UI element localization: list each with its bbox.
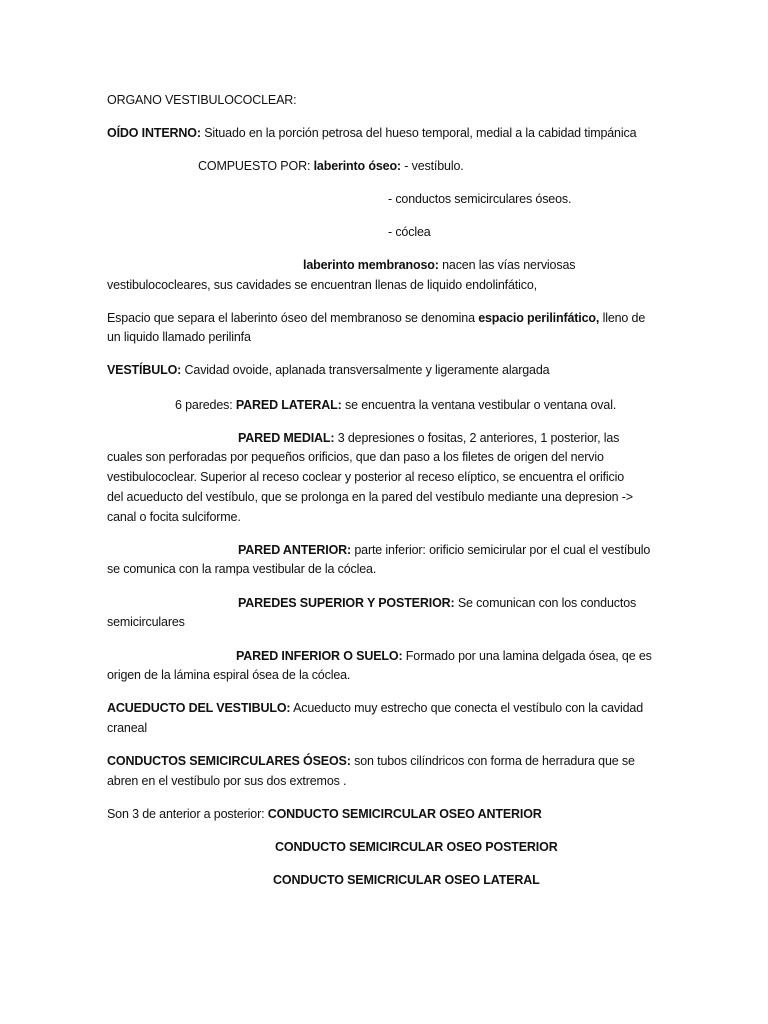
- pared-lateral-line: [175, 397, 616, 413]
- pared-medial-text-1: 3 depresiones o fositas, 2 anteriores, 1 posterior, las: [334, 431, 620, 445]
- espacio-text-c: lleno de: [599, 311, 646, 325]
- conducto-lateral: CONDUCTO SEMICRICULAR OSEO LATERAL: [273, 873, 540, 887]
- pared-medial-line-3: [107, 469, 624, 485]
- pared-medial-text-2: cuales son perforadas por pequeños orificios, que dan paso a los filetes de origen del nervio: [107, 450, 604, 464]
- pared-medial-line-1: [238, 430, 619, 446]
- conductos-text-1: son tubos cilíndricos con forma de herradura que se: [350, 754, 635, 768]
- son-tres-intro: Son 3 de anterior a posterior:: [107, 807, 265, 821]
- son-tres-line: [107, 806, 542, 822]
- pared-medial-text-4: del acueducto del vestíbulo, que se prolonga en la pared del vestíbulo mediante una depresion ->: [107, 490, 633, 504]
- title-text: ORGANO VESTIBULOCOCLEAR:: [107, 93, 297, 107]
- seis-paredes-intro: 6 paredes:: [175, 398, 233, 412]
- oido-interno-line: [107, 125, 636, 141]
- pared-medial-label: PARED MEDIAL:: [238, 431, 335, 445]
- paredes-superior-posterior-text-2: semicirculares: [107, 615, 185, 629]
- acueducto-label: ACUEDUCTO DEL VESTIBULO:: [107, 701, 291, 715]
- espacio-line-1: [107, 310, 645, 326]
- pared-inferior-text-1: Formado por una lamina delgada ósea, qe es: [402, 649, 652, 663]
- compuesto-line: [198, 158, 464, 174]
- conductos-line-1: [107, 753, 635, 769]
- vestibulo-item: - vestíbulo.: [400, 159, 464, 173]
- pared-lateral-label: PARED LATERAL:: [232, 398, 342, 412]
- paredes-superior-posterior-line-1: [238, 595, 636, 611]
- pared-medial-text-3: vestibulococlear. Superior al receso coclear y posterior al receso elíptico, se encuentra el orificio: [107, 470, 625, 484]
- acueducto-line-2: [107, 720, 147, 736]
- pared-medial-line-2: [107, 449, 604, 465]
- espacio-text-2: un liquido llamado perilinfa: [107, 330, 251, 344]
- conducto-lateral-line: [273, 872, 540, 888]
- membranoso-line-2: [107, 277, 537, 293]
- membranoso-text-1: nacen las vías nerviosas: [438, 258, 576, 272]
- espacio-line-2: [107, 329, 251, 345]
- laberinto-oseo-term: laberinto óseo:: [310, 159, 401, 173]
- conductos-label: CONDUCTOS SEMICIRCULARES ÓSEOS:: [107, 754, 351, 768]
- pared-anterior-line-1: [238, 542, 650, 558]
- pared-inferior-line-2: [107, 667, 350, 683]
- document-title: [107, 92, 297, 108]
- espacio-perilinfatico-term: espacio perilinfático,: [474, 311, 600, 325]
- membranoso-label: laberinto membranoso:: [303, 258, 439, 272]
- vestibulo-text: Cavidad ovoide, aplanada transversalmente y ligeramente alargada: [181, 363, 550, 377]
- pared-inferior-text-2: origen de la lámina espiral ósea de la cóclea.: [107, 668, 351, 682]
- pared-anterior-text-1: parte inferior: orificio semicirular por el cual el vestíbulo: [351, 543, 651, 557]
- conducto-posterior-line: [275, 839, 558, 855]
- acueducto-text-1: Acueducto muy estrecho que conecta el vestíbulo con la cavidad: [290, 701, 644, 715]
- pared-medial-line-5: [107, 509, 241, 525]
- vestibulo-label: VESTÍBULO:: [107, 363, 182, 377]
- coclea-item-line: [388, 224, 431, 240]
- pared-lateral-text: se encuentra la ventana vestibular o ventana oval.: [341, 398, 617, 412]
- oido-label: OÍDO INTERNO:: [107, 126, 201, 140]
- conductos-line-2: [107, 773, 346, 789]
- pared-medial-line-4: [107, 489, 633, 505]
- conductos-text-2: abren en el vestíbulo por sus dos extremos .: [107, 774, 347, 788]
- membranoso-line-1: [303, 257, 575, 273]
- pared-inferior-label: PARED INFERIOR O SUELO:: [236, 649, 403, 663]
- paredes-superior-posterior-line-2: [107, 614, 185, 630]
- pared-anterior-label: PARED ANTERIOR:: [238, 543, 352, 557]
- conducto-posterior: CONDUCTO SEMICIRCULAR OSEO POSTERIOR: [275, 840, 558, 854]
- conductos-item: - conductos semicirculares óseos.: [388, 192, 572, 206]
- compuesto-label: COMPUESTO POR:: [198, 159, 311, 173]
- pared-anterior-line-2: [107, 561, 376, 577]
- pared-inferior-line-1: [236, 648, 652, 664]
- acueducto-line-1: [107, 700, 643, 716]
- paredes-superior-posterior-label: PAREDES SUPERIOR Y POSTERIOR:: [238, 596, 455, 610]
- oido-text: Situado en la porción petrosa del hueso temporal, medial a la cabidad timpánica: [200, 126, 637, 140]
- pared-anterior-text-2: se comunica con la rampa vestibular de la cóclea.: [107, 562, 377, 576]
- pared-medial-text-5: canal o focita sulciforme.: [107, 510, 241, 524]
- conductos-item-line: [388, 191, 571, 207]
- paredes-superior-posterior-text-1: Se comunican con los conductos: [454, 596, 637, 610]
- espacio-text-a: Espacio que separa el laberinto óseo del membranoso se denomina: [107, 311, 475, 325]
- vestibulo-line: [107, 362, 549, 378]
- acueducto-text-2: craneal: [107, 721, 147, 735]
- membranoso-text-2: vestibulococleares, sus cavidades se encuentran llenas de liquido endolinfático,: [107, 278, 537, 292]
- conducto-anterior: CONDUCTO SEMICIRCULAR OSEO ANTERIOR: [264, 807, 542, 821]
- coclea-item: - cóclea: [388, 225, 431, 239]
